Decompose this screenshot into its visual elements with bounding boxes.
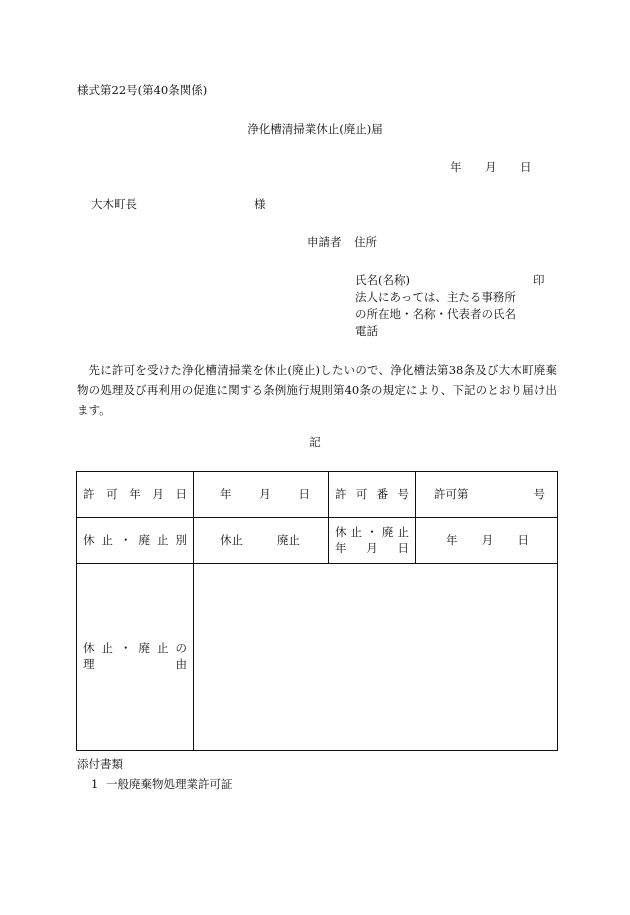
reason-label-cell: 休 止 ・ 廃 止 の 理 由	[77, 564, 194, 751]
permit-date-input-cell[interactable]: 年 月 日	[194, 472, 329, 518]
attachment-item-number: 1	[91, 777, 99, 791]
date-year-label: 年	[450, 160, 462, 174]
type-options-cell[interactable]	[194, 518, 329, 564]
reason-input-cell[interactable]	[194, 564, 558, 751]
applicant-label: 申請者	[307, 235, 342, 249]
corp-note-line2: の所在地・名称・代表者の氏名	[355, 307, 516, 321]
table-row-permit	[77, 472, 558, 518]
seal-mark: 印	[533, 273, 545, 287]
table-row-type	[77, 518, 558, 564]
attachment-item-text: 一般廃棄物処理業許可証	[106, 777, 233, 791]
phone-label: 電話	[355, 324, 378, 338]
option-abolish[interactable]: 廃止	[277, 532, 300, 547]
option-suspend[interactable]: 休止	[220, 532, 243, 547]
form-number: 様式第22号(第40条関係)	[77, 83, 208, 97]
permit-date-label-cell: 許 可 年 月 日	[77, 472, 194, 518]
table-row-reason	[77, 564, 558, 751]
type-label-cell: 休 止 ・ 廃 止 別	[77, 518, 194, 564]
permit-number-label-cell: 許 可 番 号	[329, 472, 416, 518]
recipient-name: 大木町長	[91, 197, 137, 211]
date-month-label: 月	[485, 160, 497, 174]
type-date-label-cell: 休 止 ・ 廃 止 年 月 日	[329, 518, 416, 564]
name-label: 氏名(名称)	[355, 273, 410, 287]
attachments-heading: 添付書類	[77, 757, 123, 771]
permit-number-input-cell[interactable]: 許可第 号	[416, 472, 558, 518]
recipient-honorific: 様	[254, 197, 266, 211]
address-label: 住所	[354, 235, 377, 249]
ki-heading: 記	[309, 435, 321, 449]
corp-note-line1: 法人にあっては、主たる事務所	[355, 290, 516, 304]
body-paragraph: 先に許可を受けた浄化槽清掃業を休止(廃止)したいので、浄化槽法第38条及び大木町廃棄物の処理及び再利用の促進に関する条例施行規則第40条の規定により、下記のとおり届け出ます。	[77, 363, 557, 417]
page-title: 浄化槽清掃業休止(廃止)届	[247, 122, 383, 136]
date-day-label: 日	[520, 160, 532, 174]
notification-table	[76, 471, 558, 751]
type-date-input-cell[interactable]: 年 月 日	[416, 518, 558, 564]
